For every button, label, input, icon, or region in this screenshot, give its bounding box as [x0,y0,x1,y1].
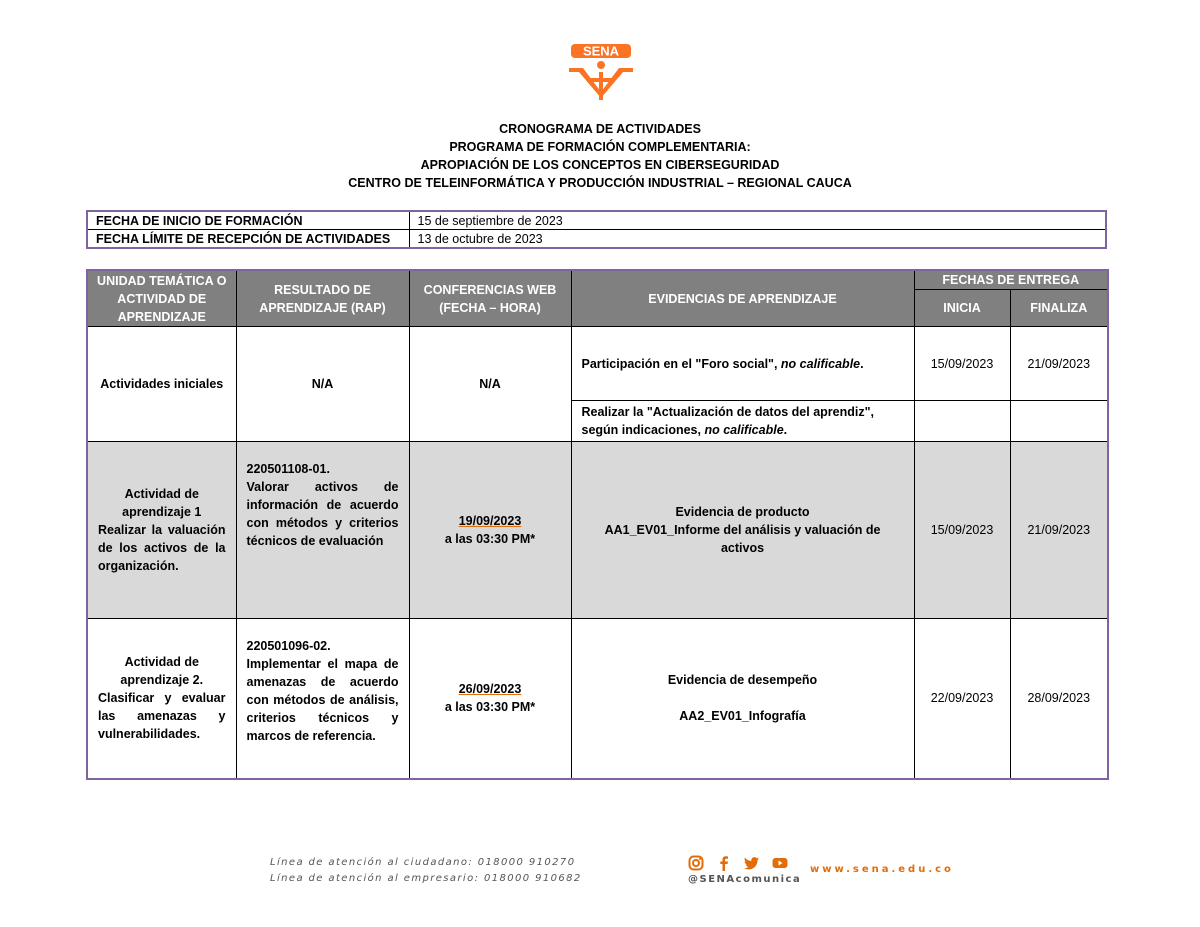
activity-1-conference-date: 19/09/2023 [458,514,522,528]
youtube-icon[interactable] [772,855,788,871]
activity-1-rap-code: 220501108-01. [246,462,330,476]
activity-2-evidence [571,619,914,779]
title-line-3: APROPIACIÓN DE LOS CONCEPTOS EN CIBERSEGURIDAD [420,158,780,172]
title-line-1: CRONOGRAMA DE ACTIVIDADES [499,122,701,136]
activity-1-unit-title: Actividad de aprendizaje 1 [122,487,202,519]
initial-evidence-2 [571,401,914,442]
twitter-icon[interactable] [744,855,760,871]
initial-evidence-2-end [1010,401,1108,442]
activity-1-end: 21/09/2023 [1010,442,1108,619]
social-handle: @SENAcomunica [688,874,802,885]
initial-evidence-1 [571,327,914,401]
initial-conference: N/A [409,327,571,442]
activity-1-rap-text: Valorar activos de información de acuerdo con métodos y criterios técnicos de evaluación [246,480,399,548]
header-start: INICIA [914,290,1010,327]
header-end: FINALIZA [1010,290,1108,327]
activity-2-conference-date: 26/09/2023 [458,682,522,697]
header-conference: CONFERENCIAS WEB (FECHA – HORA) [409,270,571,327]
activity-1-unit-desc: Realizar la valuación de los activos de la organización. [98,523,226,573]
header-rap: RESULTADO DE APRENDIZAJE (RAP) [236,270,409,327]
activity-2-conference [409,619,571,779]
initial-evidence-1-italic: no calificable [780,356,861,371]
facebook-icon[interactable] [716,855,732,871]
activity-2-unit-desc: Clasificar y evaluar las amenazas y vulnerabilidades. [98,691,226,742]
header-evidence: EVIDENCIAS DE APRENDIZAJE [571,270,914,327]
activity-1-unit [87,442,236,619]
svg-text:SENA: SENA [582,44,620,59]
activity-2-start: 22/09/2023 [914,619,1010,779]
activity-2-rap-text: Implementar el mapa de amenazas de acuerdo con métodos de análisis, criterios técnicos y marcos de referencia. [246,657,399,743]
title-line-4: CENTRO DE TELEINFORMÁTICA Y PRODUCCIÓN INDUSTRIAL – REGIONAL CAUCA [348,176,852,190]
activity-1-evidence [571,442,914,619]
schedule-table [86,269,1109,780]
website-link[interactable]: www.sena.edu.co [810,864,954,875]
activity-2-end: 28/09/2023 [1010,619,1108,779]
sena-logo [565,44,637,100]
initial-evidence-2-end: . [783,423,788,437]
activity-1-rap [236,442,409,619]
deadline-value: 13 de octubre de 2023 [409,230,1106,249]
initial-evidence-1-end: . [860,356,864,371]
activity-2-evidence-title: Evidencia de desempeño [667,673,818,688]
footer-contact [270,855,582,887]
activity-1-conference [409,442,571,619]
initial-rap: N/A [236,327,409,442]
citizen-line: Línea de atención al ciudadano: 018000 910270 [270,857,576,868]
initial-evidence-2-start [914,401,1010,442]
deadline-label: FECHA LÍMITE DE RECEPCIÓN DE ACTIVIDADES [87,230,409,249]
header-delivery-dates: FECHAS DE ENTREGA [914,270,1108,290]
initial-evidence-1-text: Participación en el "Foro social", [581,356,781,371]
title-line-2: PROGRAMA DE FORMACIÓN COMPLEMENTARIA: [449,140,751,154]
activity-2-evidence-text: AA2_EV01_Infografía [679,709,806,724]
document-titles [0,120,1200,192]
activity-1-evidence-text: AA1_EV01_Informe del análisis y valuación de activos [604,523,881,555]
start-date-value: 15 de septiembre de 2023 [409,211,1106,230]
initial-unit: Actividades iniciales [87,327,236,442]
header-unit: UNIDAD TEMÁTICA O ACTIVIDAD DE APRENDIZAJE [87,270,236,327]
social-block [688,855,808,885]
initial-evidence-2-text: Realizar la "Actualización de datos del aprendiz", según indicaciones, [581,405,874,437]
info-table [86,210,1107,249]
business-line: Línea de atención al empresario: 018000 910682 [270,873,582,884]
activity-2-rap-code: 220501096-02. [246,639,331,653]
activity-2-unit-title: Actividad de aprendizaje 2. [120,655,204,688]
initial-evidence-2-italic: no calificable [704,423,784,437]
activity-2-rap [236,619,409,779]
activity-1-conference-time: a las 03:30 PM* [444,532,536,546]
activity-1-start: 15/09/2023 [914,442,1010,619]
instagram-icon[interactable] [688,855,704,871]
activity-2-unit [87,619,236,779]
activity-1-evidence-title: Evidencia de producto [675,505,810,519]
activity-2-conference-time: a las 03:30 PM* [444,700,536,715]
initial-evidence-1-start: 15/09/2023 [914,327,1010,401]
start-date-label: FECHA DE INICIO DE FORMACIÓN [87,211,409,230]
initial-evidence-1-end: 21/09/2023 [1010,327,1108,401]
